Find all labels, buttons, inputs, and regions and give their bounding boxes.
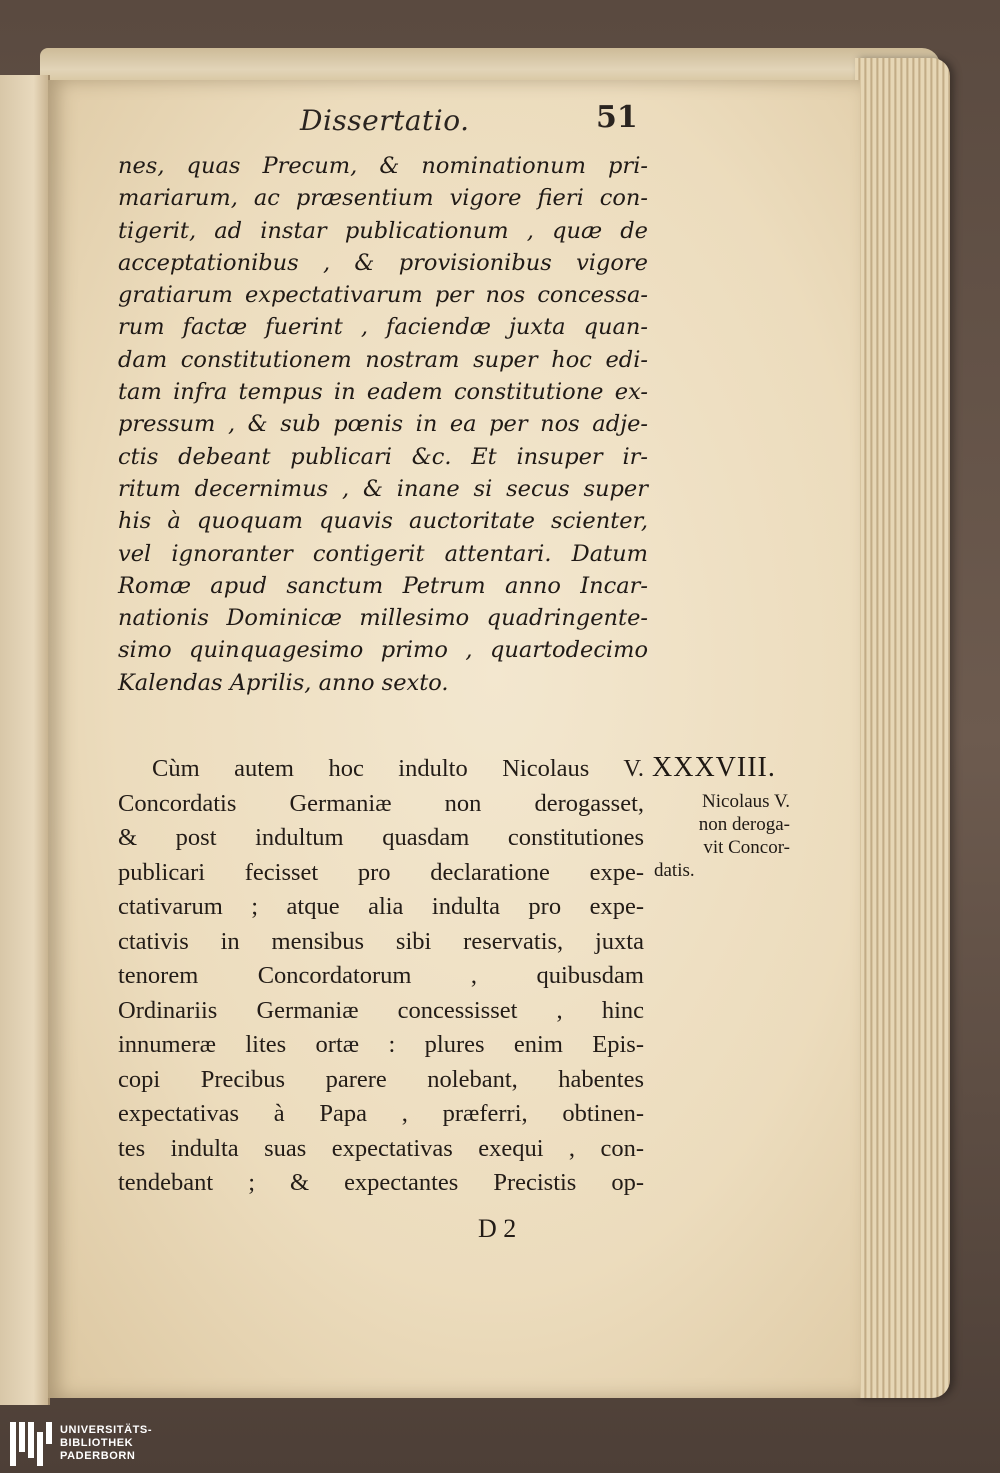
facing-page-edge bbox=[0, 75, 50, 1405]
library-logo-icon bbox=[10, 1422, 52, 1466]
page-number: 51 bbox=[596, 100, 638, 135]
text-line: ctis debeant publicari &c. Et insuper ir- bbox=[118, 443, 648, 470]
binding-top-edge bbox=[40, 48, 940, 84]
text-line: publicari fecisset pro declaratione expe- bbox=[118, 858, 644, 886]
page-header bbox=[110, 100, 650, 144]
text-line: innumeræ lites ortæ : plures enim Epis- bbox=[118, 1031, 644, 1058]
text-line: tendebant ; & expectantes Precistis op- bbox=[118, 1169, 644, 1196]
text-line: vel ignoranter contigerit attentari. Datum bbox=[118, 540, 648, 567]
text-line: & post indultum quasdam constitutiones bbox=[118, 824, 644, 851]
text-line: Ordinariis Germaniæ concessisset , hinc bbox=[118, 996, 644, 1024]
text-line: rum factæ fuerint , faciendæ juxta quan- bbox=[118, 314, 648, 341]
text-line: expectativas à Papa , præferri, obtinen- bbox=[118, 1100, 644, 1127]
quoted-bull-text bbox=[118, 150, 648, 699]
text-line: his à quoquam quavis auctoritate scienter, bbox=[118, 508, 648, 535]
text-line: tam infra tempus in eadem constitutione ex- bbox=[118, 379, 648, 406]
margin-section-number: XXXVIII. bbox=[652, 752, 776, 783]
text-line: ritum decernimus , & inane si secus super bbox=[118, 475, 648, 502]
text-line: ctativarum ; atque alia indulta pro expe- bbox=[118, 893, 644, 920]
text-line: tes indulta suas expectativas exequi , con- bbox=[118, 1134, 644, 1162]
text-line: acceptationibus , & provisionibus vigore bbox=[118, 249, 648, 276]
text-line: Romæ apud sanctum Petrum anno Incar- bbox=[118, 572, 648, 599]
text-line: simo quinquagesimo primo , quartodecimo bbox=[118, 637, 648, 664]
text-line: tenorem Concordatorum , quibusdam bbox=[118, 962, 644, 989]
text-line: tigerit, ad instar publicationum , quæ de bbox=[118, 217, 648, 244]
margin-note-line: vit Concor- bbox=[703, 837, 790, 858]
text-line: Concordatis Germaniæ non derogasset, bbox=[118, 789, 644, 817]
signature-mark: D 2 bbox=[478, 1214, 517, 1243]
text-line: gratiarum expectativarum per nos concessa- bbox=[118, 282, 648, 309]
library-logo-text: UNIVERSITÄTS- BIBLIOTHEK PADERBORN bbox=[60, 1424, 153, 1462]
text-line: ctativis in mensibus sibi reservatis, juxta bbox=[118, 927, 644, 955]
page-stack-edge bbox=[855, 58, 950, 1398]
text-line: nationis Dominicæ millesimo quadringente- bbox=[118, 605, 648, 632]
body-text bbox=[118, 752, 644, 1201]
text-line-last: Kalendas Aprilis, anno sexto. bbox=[118, 669, 449, 696]
text-line: Cùm autem hoc indulto Nicolaus V. bbox=[152, 755, 644, 782]
margin-note-line: Nicolaus V. bbox=[702, 791, 790, 812]
text-line: pressum , & sub pœnis in ea per nos adje- bbox=[118, 411, 648, 438]
running-title: Dissertatio. bbox=[300, 104, 470, 137]
text-line: nes, quas Precum, & nominationum pri- bbox=[118, 153, 648, 179]
text-line: mariarum, ac præsentium vigore fieri con- bbox=[118, 185, 648, 212]
text-line: dam constitutionem nostram super hoc edi- bbox=[118, 346, 648, 373]
margin-note-line: datis. bbox=[654, 860, 695, 881]
margin-note-line: non deroga- bbox=[698, 814, 790, 835]
margin-note bbox=[650, 790, 790, 882]
text-line: copi Precibus parere nolebant, habentes bbox=[118, 1065, 644, 1093]
